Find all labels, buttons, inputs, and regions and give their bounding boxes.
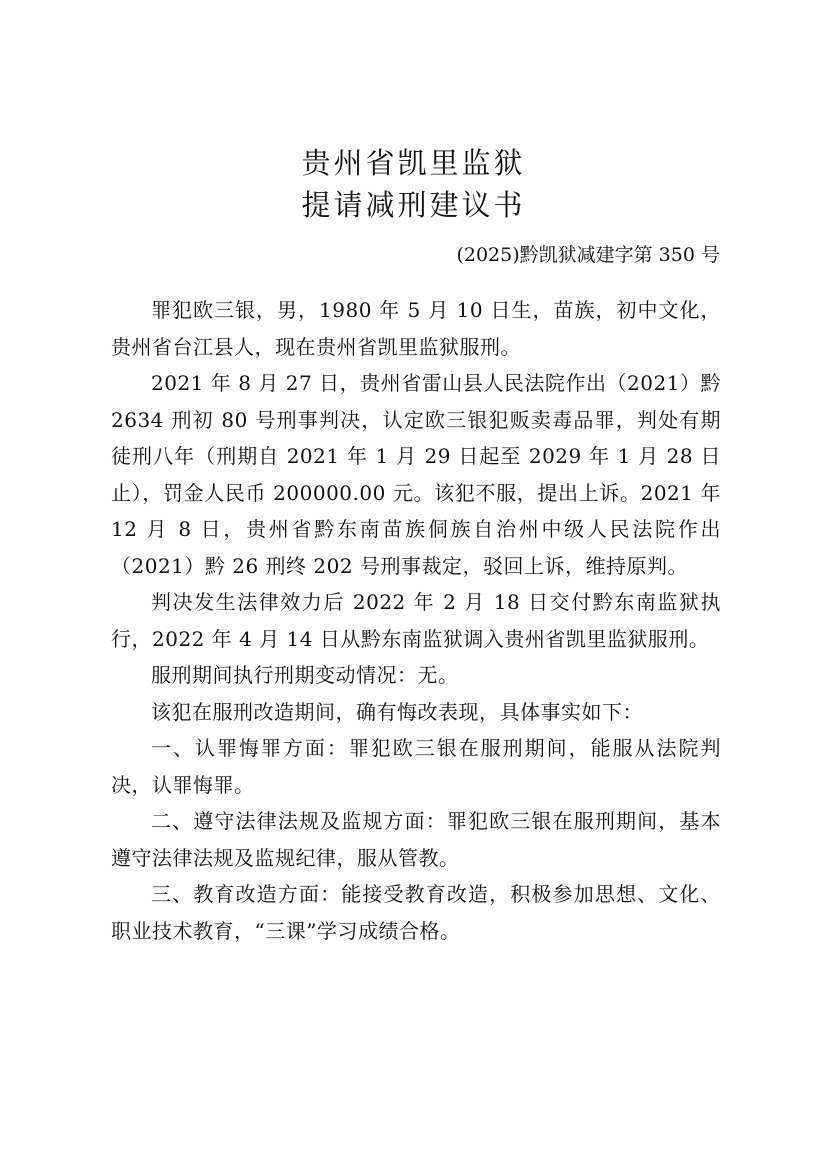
document-number: (2025)黔凯狱减建字第 350 号 (456, 244, 720, 266)
paragraph-criminal-info: 罪犯欧三银，男，1980 年 5 月 10 日生，苗族，初中文化，贵州省台江县人，现在贵州省凯里监狱服刑。 (111, 298, 721, 359)
paragraph-execution: 判决发生法律效力后 2022 年 2 月 18 日交付黔东南监狱执行，2022 年 4 月 14 日从黔东南监狱调入贵州省凯里监狱服刑。 (111, 590, 721, 651)
document-body (111, 292, 721, 949)
paragraph-repentance-intro: 该犯在服刑改造期间，确有悔改表现，具体事实如下： (151, 699, 643, 724)
document-title (0, 142, 827, 226)
paragraph-admission-of-guilt: 一、认罪悔罪方面：罪犯欧三银在服刑期间，能服从法院判决，认罪悔罪。 (111, 736, 721, 797)
title-line-document-type: 提请减刑建议书 (301, 188, 526, 222)
paragraph-education: 三、教育改造方面：能接受教育改造，积极参加思想、文化、职业技术教育，“三课”学习成绩合格。 (111, 882, 721, 943)
title-line-organization: 贵州省凯里监狱 (301, 146, 526, 180)
paragraph-sentence-change: 服刑期间执行刑期变动情况：无。 (151, 663, 459, 687)
paragraph-law-compliance: 二、遵守法律法规及监规方面：罪犯欧三银在服刑期间，基本遵守法律法规及监规纪律，服从管教。 (111, 809, 721, 870)
paragraph-judgment: 2021 年 8 月 27 日，贵州省雷山县人民法院作出（2021）黔 2634 刑初 80 号刑事判决，认定欧三银犯贩卖毒品罪，判处有期徒刑八年（刑期自 2021 年 1 月 29 日起至 2029 年 1 月 28 日止），罚金人民币 200000.00 元。该犯不服，提出上诉。2021 年 12 月 8 日，贵州省黔东南苗族侗族自治州中级人民法院作出（2021）黔 26 刑终 202 号刑事裁定，驳回上诉，维持原判。 (111, 371, 721, 578)
